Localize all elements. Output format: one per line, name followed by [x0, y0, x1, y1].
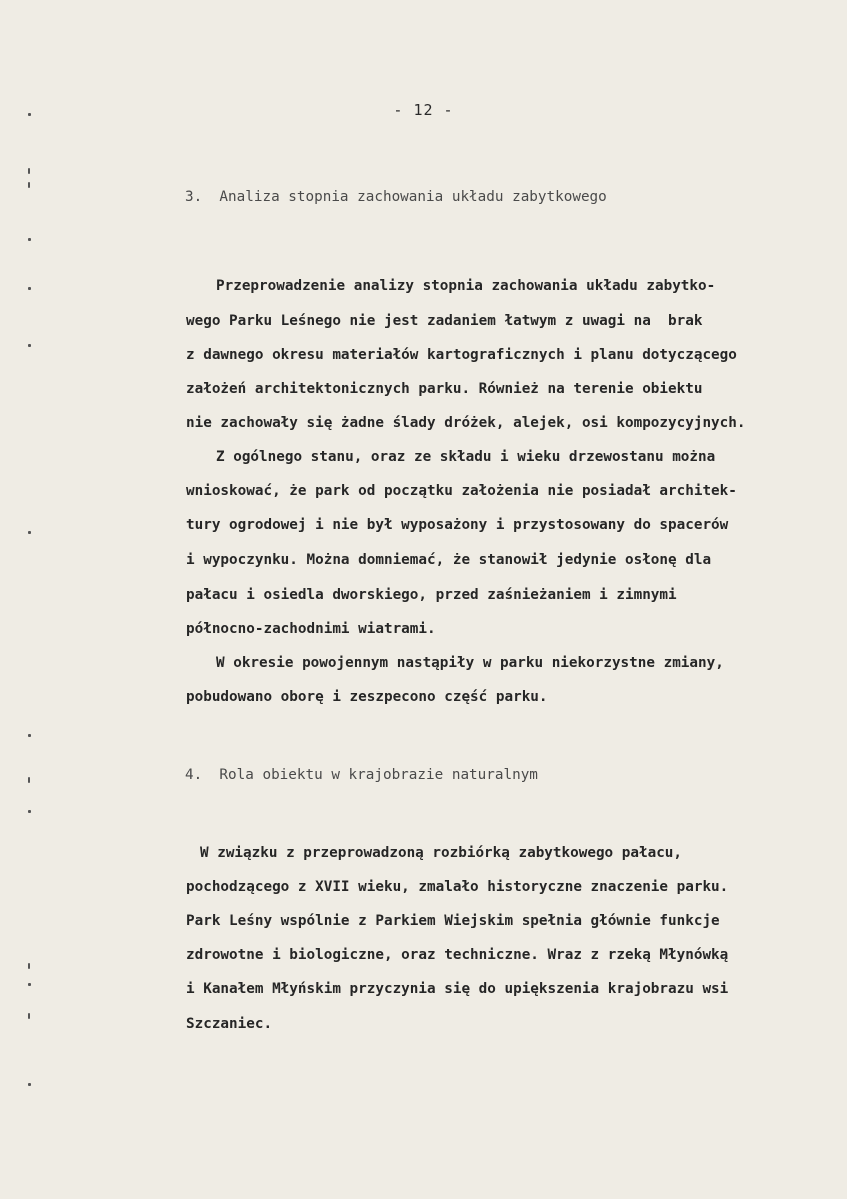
text-line: wnioskować, że park od początku założenia nie posiadał architek-: [186, 483, 737, 499]
text-line: północno-zachodnimi wiatrami.: [186, 621, 436, 637]
text-line: W związku z przeprowadzoną rozbiórką zabytkowego pałacu,: [200, 845, 683, 861]
section-heading: 3. Analiza stopnia zachowania układu zabytkowego: [185, 189, 607, 205]
text-line: W okresie powojennym nastąpiły w parku niekorzystne zmiany,: [216, 655, 724, 671]
margin-mark: [28, 182, 30, 188]
margin-mark: [28, 1013, 30, 1019]
text-line: pobudowano oborę i zeszpecono część parku.: [186, 689, 548, 705]
text-line: Z ogólnego stanu, oraz ze składu i wieku drzewostanu można: [216, 449, 716, 465]
text-line: Szczaniec.: [186, 1016, 273, 1032]
text-line: i Kanałem Młyńskim przyczynia się do upiększenia krajobrazu wsi: [186, 981, 729, 997]
margin-mark: [28, 810, 31, 813]
text-line: wego Parku Leśnego nie jest zadaniem łatwym z uwagi na brak: [186, 313, 703, 329]
text-line: tury ogrodowej i nie był wyposażony i przystosowany do spacerów: [186, 517, 729, 533]
text-line: pochodzącego z XVII wieku, zmalało historyczne znaczenie parku.: [186, 879, 729, 895]
margin-mark: [28, 1083, 31, 1086]
page-number: - 12 -: [393, 101, 454, 119]
text-line: Przeprowadzenie analizy stopnia zachowania układu zabytko-: [216, 278, 716, 294]
margin-mark: [28, 344, 31, 347]
margin-mark: [28, 238, 31, 241]
text-line: zdrowotne i biologiczne, oraz techniczne. Wraz z rzeką Młynówką: [186, 947, 729, 963]
margin-mark: [28, 777, 30, 783]
margin-mark: [28, 531, 31, 534]
text-line: założeń architektonicznych parku. Również na terenie obiektu: [186, 381, 703, 397]
margin-mark: [28, 734, 31, 737]
text-line: i wypoczynku. Można domniemać, że stanowił jedynie osłonę dla: [186, 552, 712, 568]
margin-mark: [28, 963, 30, 969]
text-line: pałacu i osiedla dworskiego, przed zaśnieżaniem i zimnymi: [186, 587, 677, 603]
section-heading: 4. Rola obiektu w krajobrazie naturalnym: [185, 767, 538, 783]
margin-mark: [28, 168, 30, 174]
text-line: Park Leśny wspólnie z Parkiem Wiejskim spełnia głównie funkcje: [186, 913, 720, 929]
margin-mark: [28, 287, 31, 290]
margin-mark: [28, 983, 31, 986]
text-line: z dawnego okresu materiałów kartograficznych i planu dotyczącego: [186, 347, 737, 363]
text-line: nie zachowały się żadne ślady dróżek, alejek, osi kompozycyjnych.: [186, 415, 746, 431]
